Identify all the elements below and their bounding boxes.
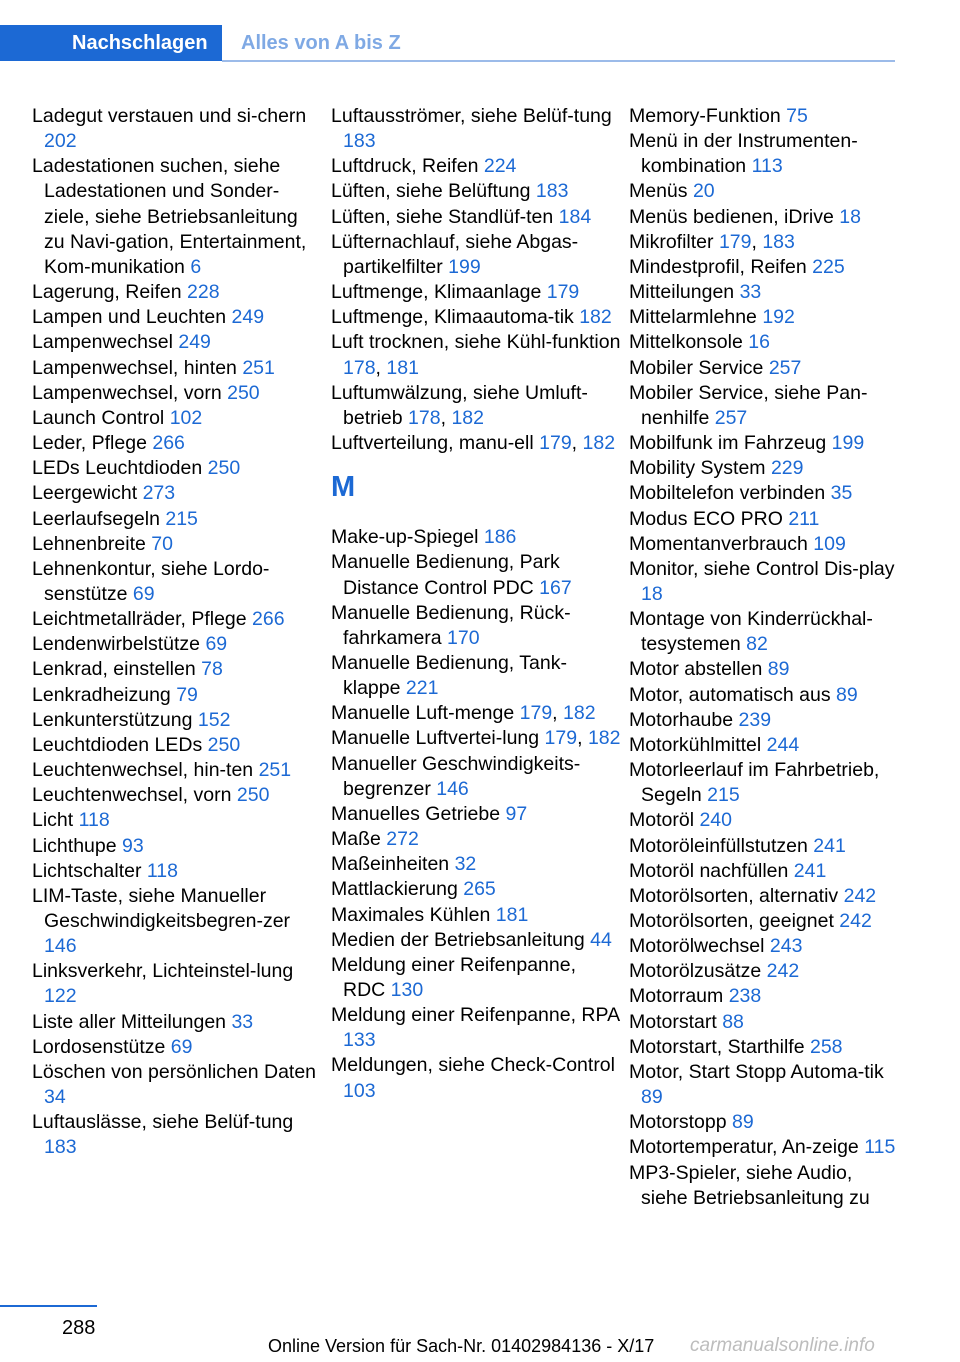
index-term: Mobiltelefon verbinden bbox=[629, 482, 826, 505]
page-reference-link[interactable]: 272 bbox=[386, 828, 419, 851]
index-term: Mindestprofil, Reifen bbox=[629, 255, 807, 278]
index-entry: Manuelle Luftvertei-lung 179, 182 bbox=[331, 727, 621, 750]
page-reference-link[interactable]: 78 bbox=[201, 658, 223, 681]
page-reference-link[interactable]: 167 bbox=[539, 576, 572, 599]
index-entry bbox=[629, 884, 899, 909]
page-reference-link[interactable]: 225 bbox=[812, 255, 845, 278]
index-entry bbox=[629, 1010, 899, 1035]
index-entry bbox=[629, 758, 899, 808]
page-reference-link[interactable]: 215 bbox=[165, 507, 198, 530]
page-reference-link[interactable]: 229 bbox=[770, 457, 804, 480]
index-column-2 bbox=[331, 104, 621, 1104]
index-term: Motorstart bbox=[629, 1010, 717, 1033]
index-entry bbox=[331, 1003, 621, 1053]
index-term: Motorstopp bbox=[629, 1111, 727, 1134]
index-term: Meldung einer Reifenpanne, RPA bbox=[331, 1004, 619, 1027]
index-entry bbox=[331, 877, 621, 902]
index-entry bbox=[629, 330, 899, 355]
index-term: Luftausströmer, siehe Belüf-tung bbox=[331, 105, 612, 127]
page-reference-link[interactable]: 202 bbox=[44, 130, 77, 153]
index-term: Monitor, siehe Control Dis-play bbox=[629, 557, 895, 580]
page-reference-link[interactable]: 199 bbox=[448, 255, 481, 278]
index-entry bbox=[331, 154, 621, 179]
index-term: Motorleerlauf im Fahrbetrieb, Segeln bbox=[629, 759, 880, 807]
page-reference-link[interactable]: 183 bbox=[762, 230, 795, 253]
page-reference-link[interactable]: 97 bbox=[505, 802, 528, 825]
index-term: Luftmenge, Klimaanlage bbox=[331, 281, 542, 304]
index-term: Mikrofilter bbox=[629, 230, 714, 253]
index-term: Motoröl bbox=[629, 809, 695, 832]
index-entry bbox=[32, 406, 322, 431]
index-term: Lichthupe bbox=[32, 834, 117, 857]
index-entry bbox=[32, 280, 322, 305]
page-reference-link[interactable]: 69 bbox=[132, 582, 155, 605]
index-entry bbox=[32, 481, 322, 506]
index-term: Launch Control bbox=[32, 406, 165, 429]
online-version-note: Online Version für Sach-Nr. 01402984136 - X/17 bbox=[268, 1336, 655, 1356]
page-reference-link[interactable]: 273 bbox=[142, 482, 176, 505]
index-term: Menü in der Instrumenten-kombination bbox=[629, 130, 858, 178]
page-reference-link[interactable]: 130 bbox=[390, 979, 424, 1001]
index-term: Motorstart, Starthilfe bbox=[629, 1035, 805, 1058]
page-reference-link[interactable]: 221 bbox=[405, 677, 439, 700]
index-term: Menüs bbox=[629, 180, 688, 203]
index-term: Leuchtenwechsel, hin-ten bbox=[32, 759, 254, 782]
page-reference-link[interactable]: 199 bbox=[831, 432, 865, 455]
index-entry bbox=[629, 1060, 899, 1110]
index-term: Manuelles Getriebe bbox=[331, 802, 501, 825]
index-term: Leerlaufsegeln bbox=[32, 507, 160, 530]
index-entry bbox=[331, 651, 621, 701]
index-entry bbox=[32, 507, 322, 532]
index-term: Motorölwechsel bbox=[629, 935, 765, 958]
index-entry bbox=[629, 179, 899, 204]
index-entry bbox=[32, 783, 322, 808]
index-entry bbox=[629, 129, 899, 179]
index-term: Maßeinheiten bbox=[331, 853, 450, 876]
watermark-text: carmanualsonline.info bbox=[690, 1335, 875, 1356]
page-reference-link[interactable]: 215 bbox=[707, 784, 740, 807]
index-term: Montage von Kinderrückhal-tesystemen bbox=[629, 608, 873, 656]
index-entry bbox=[32, 104, 322, 154]
index-term: Lehnenbreite bbox=[32, 532, 146, 555]
index-term: Lampenwechsel, hinten bbox=[32, 356, 237, 379]
page-reference-link[interactable]: 242 bbox=[843, 884, 877, 907]
index-entry: Luft trocknen, siehe Kühl-funktion 178, 181 bbox=[331, 331, 621, 379]
page-reference-link[interactable]: 79 bbox=[176, 683, 198, 706]
page-reference-link[interactable]: 241 bbox=[793, 859, 827, 882]
index-entry bbox=[32, 456, 322, 481]
page-reference-link[interactable]: 183 bbox=[44, 1136, 77, 1159]
page-reference-link[interactable]: 251 bbox=[258, 759, 292, 782]
index-entry bbox=[32, 808, 322, 833]
index-term: Lenkradheizung bbox=[32, 683, 171, 706]
page-reference-link[interactable]: 250 bbox=[236, 784, 270, 807]
page-reference-link[interactable]: 183 bbox=[535, 180, 569, 203]
index-entry: Mikrofilter 179, 183 bbox=[629, 230, 795, 253]
index-term: Leder, Pflege bbox=[32, 432, 147, 455]
page-reference-link[interactable]: 146 bbox=[44, 935, 77, 958]
tab-alles-von-a-bis-z[interactable]: Alles von A bis Z bbox=[241, 32, 401, 54]
index-term: LIM-Taste, siehe Manueller Geschwindigkeitsbegren-zer bbox=[32, 884, 291, 932]
page-reference-link[interactable]: 178 bbox=[408, 406, 441, 429]
page-reference-link[interactable]: 33 bbox=[739, 281, 762, 304]
index-entry bbox=[331, 525, 621, 550]
index-term: Manueller Geschwindigkeits-begrenzer bbox=[331, 752, 581, 800]
page-reference-link[interactable]: 18 bbox=[641, 582, 663, 605]
index-term: Mobility System bbox=[629, 457, 766, 480]
index-term: Leergewicht bbox=[32, 482, 138, 505]
index-term: Luftdruck, Reifen bbox=[331, 155, 479, 178]
index-entry bbox=[629, 859, 899, 884]
page-reference-link[interactable]: 82 bbox=[746, 633, 768, 656]
page-reference-link[interactable]: 182 bbox=[563, 702, 596, 725]
index-entry bbox=[629, 557, 899, 607]
index-term: Leuchtdioden LEDs bbox=[32, 733, 203, 756]
index-entry bbox=[32, 305, 322, 330]
index-term: Maße bbox=[331, 828, 381, 851]
index-entry bbox=[32, 356, 322, 381]
index-term: Motorraum bbox=[629, 985, 724, 1008]
header-divider bbox=[222, 60, 895, 62]
index-term: MP3-Spieler, siehe Audio, siehe Betriebsanleitung zu bbox=[629, 1161, 870, 1209]
page-reference-link[interactable]: 152 bbox=[197, 708, 231, 731]
index-entry bbox=[331, 179, 621, 204]
index-entry: Manuelle Luft-menge 179, 182 bbox=[331, 702, 596, 725]
index-term: Mobiler Service bbox=[629, 356, 764, 379]
page-reference-link[interactable]: 250 bbox=[207, 733, 241, 756]
index-term: Menüs bedienen, iDrive bbox=[629, 205, 834, 228]
page-reference-link[interactable]: 33 bbox=[231, 1010, 254, 1033]
index-term: Lordosenstütze bbox=[32, 1035, 166, 1058]
page-reference-link[interactable]: 93 bbox=[122, 834, 144, 857]
page-reference-link[interactable]: 109 bbox=[813, 532, 846, 555]
index-term: Mittelarmlehne bbox=[629, 306, 757, 329]
index-term: Ladegut verstauen und si-chern bbox=[32, 105, 307, 127]
index-term: Memory-Funktion bbox=[629, 105, 781, 127]
page-reference-link[interactable]: 249 bbox=[231, 306, 265, 329]
page-reference-link[interactable]: 211 bbox=[788, 507, 820, 530]
index-term: Modus ECO PRO bbox=[629, 507, 783, 530]
index-entry bbox=[331, 903, 621, 928]
index-term: Motor, automatisch aus bbox=[629, 683, 831, 706]
index-term: Lenkrad, einstellen bbox=[32, 658, 196, 681]
index-entry bbox=[629, 808, 899, 833]
page-reference-link[interactable]: 183 bbox=[343, 130, 376, 153]
index-entry bbox=[629, 909, 899, 934]
page-reference-link[interactable]: 258 bbox=[809, 1035, 843, 1058]
index-entry bbox=[32, 1060, 322, 1110]
page-reference-link[interactable]: 228 bbox=[187, 281, 220, 304]
page-reference-link[interactable]: 146 bbox=[436, 777, 469, 800]
page-reference-link[interactable]: 179 bbox=[519, 702, 553, 725]
index-entry bbox=[629, 1161, 899, 1211]
index-term: Lagerung, Reifen bbox=[32, 281, 182, 304]
page-reference-link[interactable]: 16 bbox=[748, 331, 770, 354]
index-term: Manuelle Bedienung, Rück-fahrkamera bbox=[331, 601, 571, 649]
index-term: Lendenwirbelstütze bbox=[32, 633, 201, 656]
index-term: Mitteilungen bbox=[629, 281, 735, 304]
page-reference-link[interactable]: 89 bbox=[731, 1111, 754, 1134]
index-term: Licht bbox=[32, 809, 74, 832]
index-entry bbox=[32, 532, 322, 557]
index-term: Make-up-Spiegel bbox=[331, 526, 479, 549]
index-entry bbox=[32, 834, 322, 859]
page-reference-link[interactable]: 34 bbox=[44, 1086, 66, 1109]
page-reference-link[interactable]: 182 bbox=[451, 406, 484, 429]
page-reference-link[interactable]: 192 bbox=[762, 306, 795, 329]
page-reference-link[interactable]: 89 bbox=[836, 683, 858, 706]
index-term: Manuelle Luftvertei-lung bbox=[331, 727, 540, 750]
index-entry bbox=[331, 280, 621, 305]
page-reference-link[interactable]: 182 bbox=[582, 432, 616, 455]
index-term: Motor, Start Stopp Automa-tik bbox=[629, 1060, 884, 1083]
page-reference-link[interactable]: 242 bbox=[766, 960, 800, 983]
index-entry bbox=[629, 607, 899, 657]
page-reference-link[interactable]: 118 bbox=[146, 859, 178, 882]
index-term: Motoröleinfüllstutzen bbox=[629, 834, 808, 857]
index-entry bbox=[32, 431, 322, 456]
page-reference-link[interactable]: 170 bbox=[447, 626, 480, 649]
page-reference-link[interactable]: 89 bbox=[641, 1086, 663, 1109]
index-entry: Luftumwälzung, siehe Umluft-betrieb 178, 182 bbox=[331, 381, 588, 429]
index-entry bbox=[331, 802, 621, 827]
page-reference-link[interactable]: 224 bbox=[483, 155, 517, 178]
page-reference-link[interactable]: 89 bbox=[767, 658, 790, 681]
index-term: Lüften, siehe Belüftung bbox=[331, 180, 531, 203]
page-reference-link[interactable]: 184 bbox=[558, 205, 592, 228]
index-term: Leichtmetallräder, Pflege bbox=[32, 608, 247, 631]
page-reference-link[interactable]: 32 bbox=[454, 853, 477, 876]
index-entry bbox=[32, 632, 322, 657]
footer-divider bbox=[0, 1305, 97, 1307]
index-term: Momentanverbrauch bbox=[629, 532, 808, 555]
index-entry bbox=[32, 859, 322, 884]
index-term: LEDs Leuchtdioden bbox=[32, 457, 203, 480]
index-entry bbox=[629, 532, 899, 557]
index-entry bbox=[629, 481, 899, 506]
index-entry bbox=[331, 305, 621, 330]
index-term: Lüfternachlauf, siehe Abgas-partikelfilter bbox=[331, 230, 579, 278]
page-reference-link[interactable]: 69 bbox=[205, 633, 228, 656]
index-entry bbox=[629, 959, 899, 984]
index-entry bbox=[629, 381, 899, 431]
index-entry bbox=[629, 255, 899, 280]
index-entry bbox=[331, 601, 621, 651]
index-entry bbox=[629, 456, 899, 481]
page-reference-link[interactable]: 241 bbox=[813, 834, 846, 857]
page-reference-link[interactable]: 35 bbox=[830, 482, 853, 505]
index-term: Lichtschalter bbox=[32, 859, 142, 882]
index-term: Ladestationen suchen, siehe Ladestationen und Sonder-ziele, siehe Betriebsanleitung zu Navi-gation, Entertainment, Kom-munikation bbox=[32, 155, 307, 278]
index-entry bbox=[629, 507, 899, 532]
index-entry bbox=[32, 607, 322, 632]
index-term: Manuelle Bedienung, Park Distance Control PDC bbox=[331, 551, 560, 599]
index-entry bbox=[629, 708, 899, 733]
page-reference-link[interactable]: 251 bbox=[242, 356, 275, 379]
page-reference-link[interactable]: 44 bbox=[590, 928, 612, 951]
page-reference-link[interactable]: 244 bbox=[766, 733, 800, 756]
index-column-1 bbox=[32, 104, 322, 1161]
page-reference-link[interactable]: 257 bbox=[768, 356, 802, 379]
page-reference-link[interactable]: 118 bbox=[78, 809, 110, 832]
index-entry bbox=[629, 305, 899, 330]
index-term: Linksverkehr, Lichteinstel-lung bbox=[32, 960, 294, 983]
index-entry bbox=[629, 431, 899, 456]
index-term: Lampen und Leuchten bbox=[32, 306, 227, 329]
index-entry bbox=[32, 657, 322, 682]
index-term: Mattlackierung bbox=[331, 878, 458, 901]
index-entry bbox=[629, 1110, 899, 1135]
page-reference-link[interactable]: 115 bbox=[864, 1136, 896, 1159]
index-entry bbox=[32, 1110, 322, 1160]
page-reference-link[interactable]: 250 bbox=[207, 457, 241, 480]
index-entry bbox=[629, 834, 899, 859]
page-reference-link[interactable]: 179 bbox=[718, 230, 752, 253]
index-entry bbox=[629, 104, 899, 129]
index-term: Motorölsorten, alternativ bbox=[629, 884, 839, 907]
page-reference-link[interactable]: 103 bbox=[343, 1079, 376, 1102]
index-term: Motorhaube bbox=[629, 708, 734, 731]
index-entry bbox=[629, 356, 899, 381]
index-term: Lampenwechsel, vorn bbox=[32, 381, 222, 404]
page-reference-link[interactable]: 257 bbox=[714, 406, 748, 429]
index-entry bbox=[32, 330, 322, 355]
index-entry bbox=[629, 733, 899, 758]
index-term: Meldungen, siehe Check-Control bbox=[331, 1054, 615, 1077]
index-entry bbox=[32, 884, 322, 959]
index-term: Lampenwechsel bbox=[32, 331, 173, 354]
index-term: Luftumwälzung, siehe Umluft-betrieb bbox=[331, 381, 588, 429]
index-term: Luftmenge, Klimaautoma-tik bbox=[331, 306, 574, 329]
index-entry bbox=[32, 1010, 322, 1035]
index-term: Luftverteilung, manu-ell bbox=[331, 432, 534, 455]
index-entry bbox=[32, 557, 322, 607]
page-reference-link[interactable]: 181 bbox=[495, 903, 529, 926]
index-entry bbox=[331, 928, 621, 953]
index-entry bbox=[331, 550, 621, 600]
index-term: Mittelkonsole bbox=[629, 331, 743, 354]
header-bar bbox=[0, 0, 960, 62]
index-entry bbox=[331, 852, 621, 877]
index-column-3 bbox=[629, 104, 899, 1211]
page-reference-link[interactable]: 179 bbox=[539, 432, 572, 455]
page-reference-link[interactable]: 113 bbox=[751, 155, 783, 178]
index-entry bbox=[32, 959, 322, 1009]
page-reference-link[interactable]: 240 bbox=[699, 809, 732, 832]
index-entry bbox=[32, 1035, 322, 1060]
index-term: Motortemperatur, An-zeige bbox=[629, 1136, 859, 1159]
page-reference-link[interactable]: 133 bbox=[343, 1029, 376, 1052]
index-entry: Luftverteilung, manu-ell 179, 182 bbox=[331, 432, 616, 455]
index-entry bbox=[331, 953, 621, 1003]
index-term: Motor abstellen bbox=[629, 658, 763, 681]
index-entry bbox=[32, 758, 322, 783]
page-reference-link[interactable]: 122 bbox=[44, 985, 77, 1008]
section-letter-heading: M bbox=[331, 471, 356, 504]
index-entry bbox=[331, 1053, 621, 1103]
page-reference-link[interactable]: 20 bbox=[692, 180, 715, 203]
page-reference-link[interactable]: 265 bbox=[463, 878, 496, 901]
index-term: Maximales Kühlen bbox=[331, 903, 491, 926]
index-entry bbox=[629, 657, 899, 682]
page-reference-link[interactable]: 102 bbox=[169, 406, 203, 429]
tab-nachschlagen[interactable]: Nachschlagen bbox=[0, 25, 222, 61]
page-reference-link[interactable]: 242 bbox=[839, 910, 872, 932]
page-reference-link[interactable]: 179 bbox=[546, 281, 580, 304]
page-reference-link[interactable]: 243 bbox=[769, 935, 803, 958]
index-entry bbox=[629, 683, 899, 708]
index-entry bbox=[331, 104, 621, 154]
index-entry bbox=[629, 934, 899, 959]
index-term: Luft trocknen, siehe Kühl-funktion bbox=[331, 331, 621, 354]
page-reference-link[interactable]: 178 bbox=[343, 356, 376, 379]
index-entry bbox=[629, 1035, 899, 1060]
page-reference-link[interactable]: 75 bbox=[786, 105, 808, 127]
index-entry bbox=[629, 205, 899, 230]
page-reference-link[interactable]: 182 bbox=[579, 306, 612, 329]
index-term: Löschen von persönlichen Daten bbox=[32, 1060, 317, 1083]
page-reference-link[interactable]: 266 bbox=[152, 432, 185, 455]
index-term: Motoröl nachfüllen bbox=[629, 859, 789, 882]
index-term: Liste aller Mitteilungen bbox=[32, 1010, 227, 1033]
page-reference-link[interactable]: 250 bbox=[227, 381, 260, 404]
index-entry bbox=[629, 280, 899, 305]
index-term: Motorölsorten, geeignet bbox=[629, 910, 834, 932]
index-term: Lüften, siehe Standlüf-ten bbox=[331, 205, 554, 228]
index-term: Motorkühlmittel bbox=[629, 733, 762, 756]
index-term: Lehnenkontur, siehe Lordo-senstütze bbox=[32, 557, 270, 605]
index-entry bbox=[629, 984, 899, 1009]
index-entry bbox=[32, 708, 322, 733]
page-reference-link[interactable]: 182 bbox=[587, 727, 621, 750]
page-reference-link[interactable]: 70 bbox=[151, 532, 173, 555]
index-entry bbox=[32, 683, 322, 708]
index-entry bbox=[629, 1135, 899, 1160]
page-reference-link[interactable]: 186 bbox=[483, 526, 517, 549]
page-reference-link[interactable]: 88 bbox=[722, 1010, 744, 1033]
index-term: Mobiler Service, siehe Pan-nenhilfe bbox=[629, 381, 868, 429]
index-entry bbox=[32, 733, 322, 758]
page-reference-link[interactable]: 18 bbox=[839, 205, 861, 228]
page-reference-link[interactable]: 69 bbox=[170, 1035, 193, 1058]
index-term: Meldung einer Reifenpanne, RDC bbox=[331, 953, 577, 1001]
index-entry bbox=[331, 827, 621, 852]
page-reference-link[interactable]: 179 bbox=[544, 727, 578, 750]
index-term: Manuelle Bedienung, Tank-klappe bbox=[331, 651, 567, 700]
index-entry bbox=[32, 154, 322, 280]
page-reference-link[interactable]: 249 bbox=[178, 331, 211, 354]
page-reference-link[interactable]: 266 bbox=[252, 608, 285, 631]
index-term: Motorölzusätze bbox=[629, 960, 762, 983]
index-term: Medien der Betriebsanleitung bbox=[331, 928, 585, 951]
page-reference-link[interactable]: 181 bbox=[386, 356, 419, 379]
index-entry bbox=[331, 205, 621, 230]
index-term: Lenkunterstützung bbox=[32, 708, 193, 731]
index-term: Leuchtenwechsel, vorn bbox=[32, 784, 232, 807]
page-reference-link[interactable]: 238 bbox=[728, 985, 762, 1008]
page-reference-link[interactable]: 6 bbox=[190, 255, 202, 278]
page-number: 288 bbox=[62, 1317, 96, 1339]
index-entry bbox=[331, 752, 621, 802]
index-term: Luftauslässe, siehe Belüf-tung bbox=[32, 1111, 294, 1134]
index-term: Mobilfunk im Fahrzeug bbox=[629, 432, 827, 455]
index-term: Manuelle Luft-menge bbox=[331, 702, 515, 725]
page-reference-link[interactable]: 239 bbox=[738, 708, 772, 731]
index-entry bbox=[331, 230, 621, 280]
index-entry bbox=[32, 381, 322, 406]
